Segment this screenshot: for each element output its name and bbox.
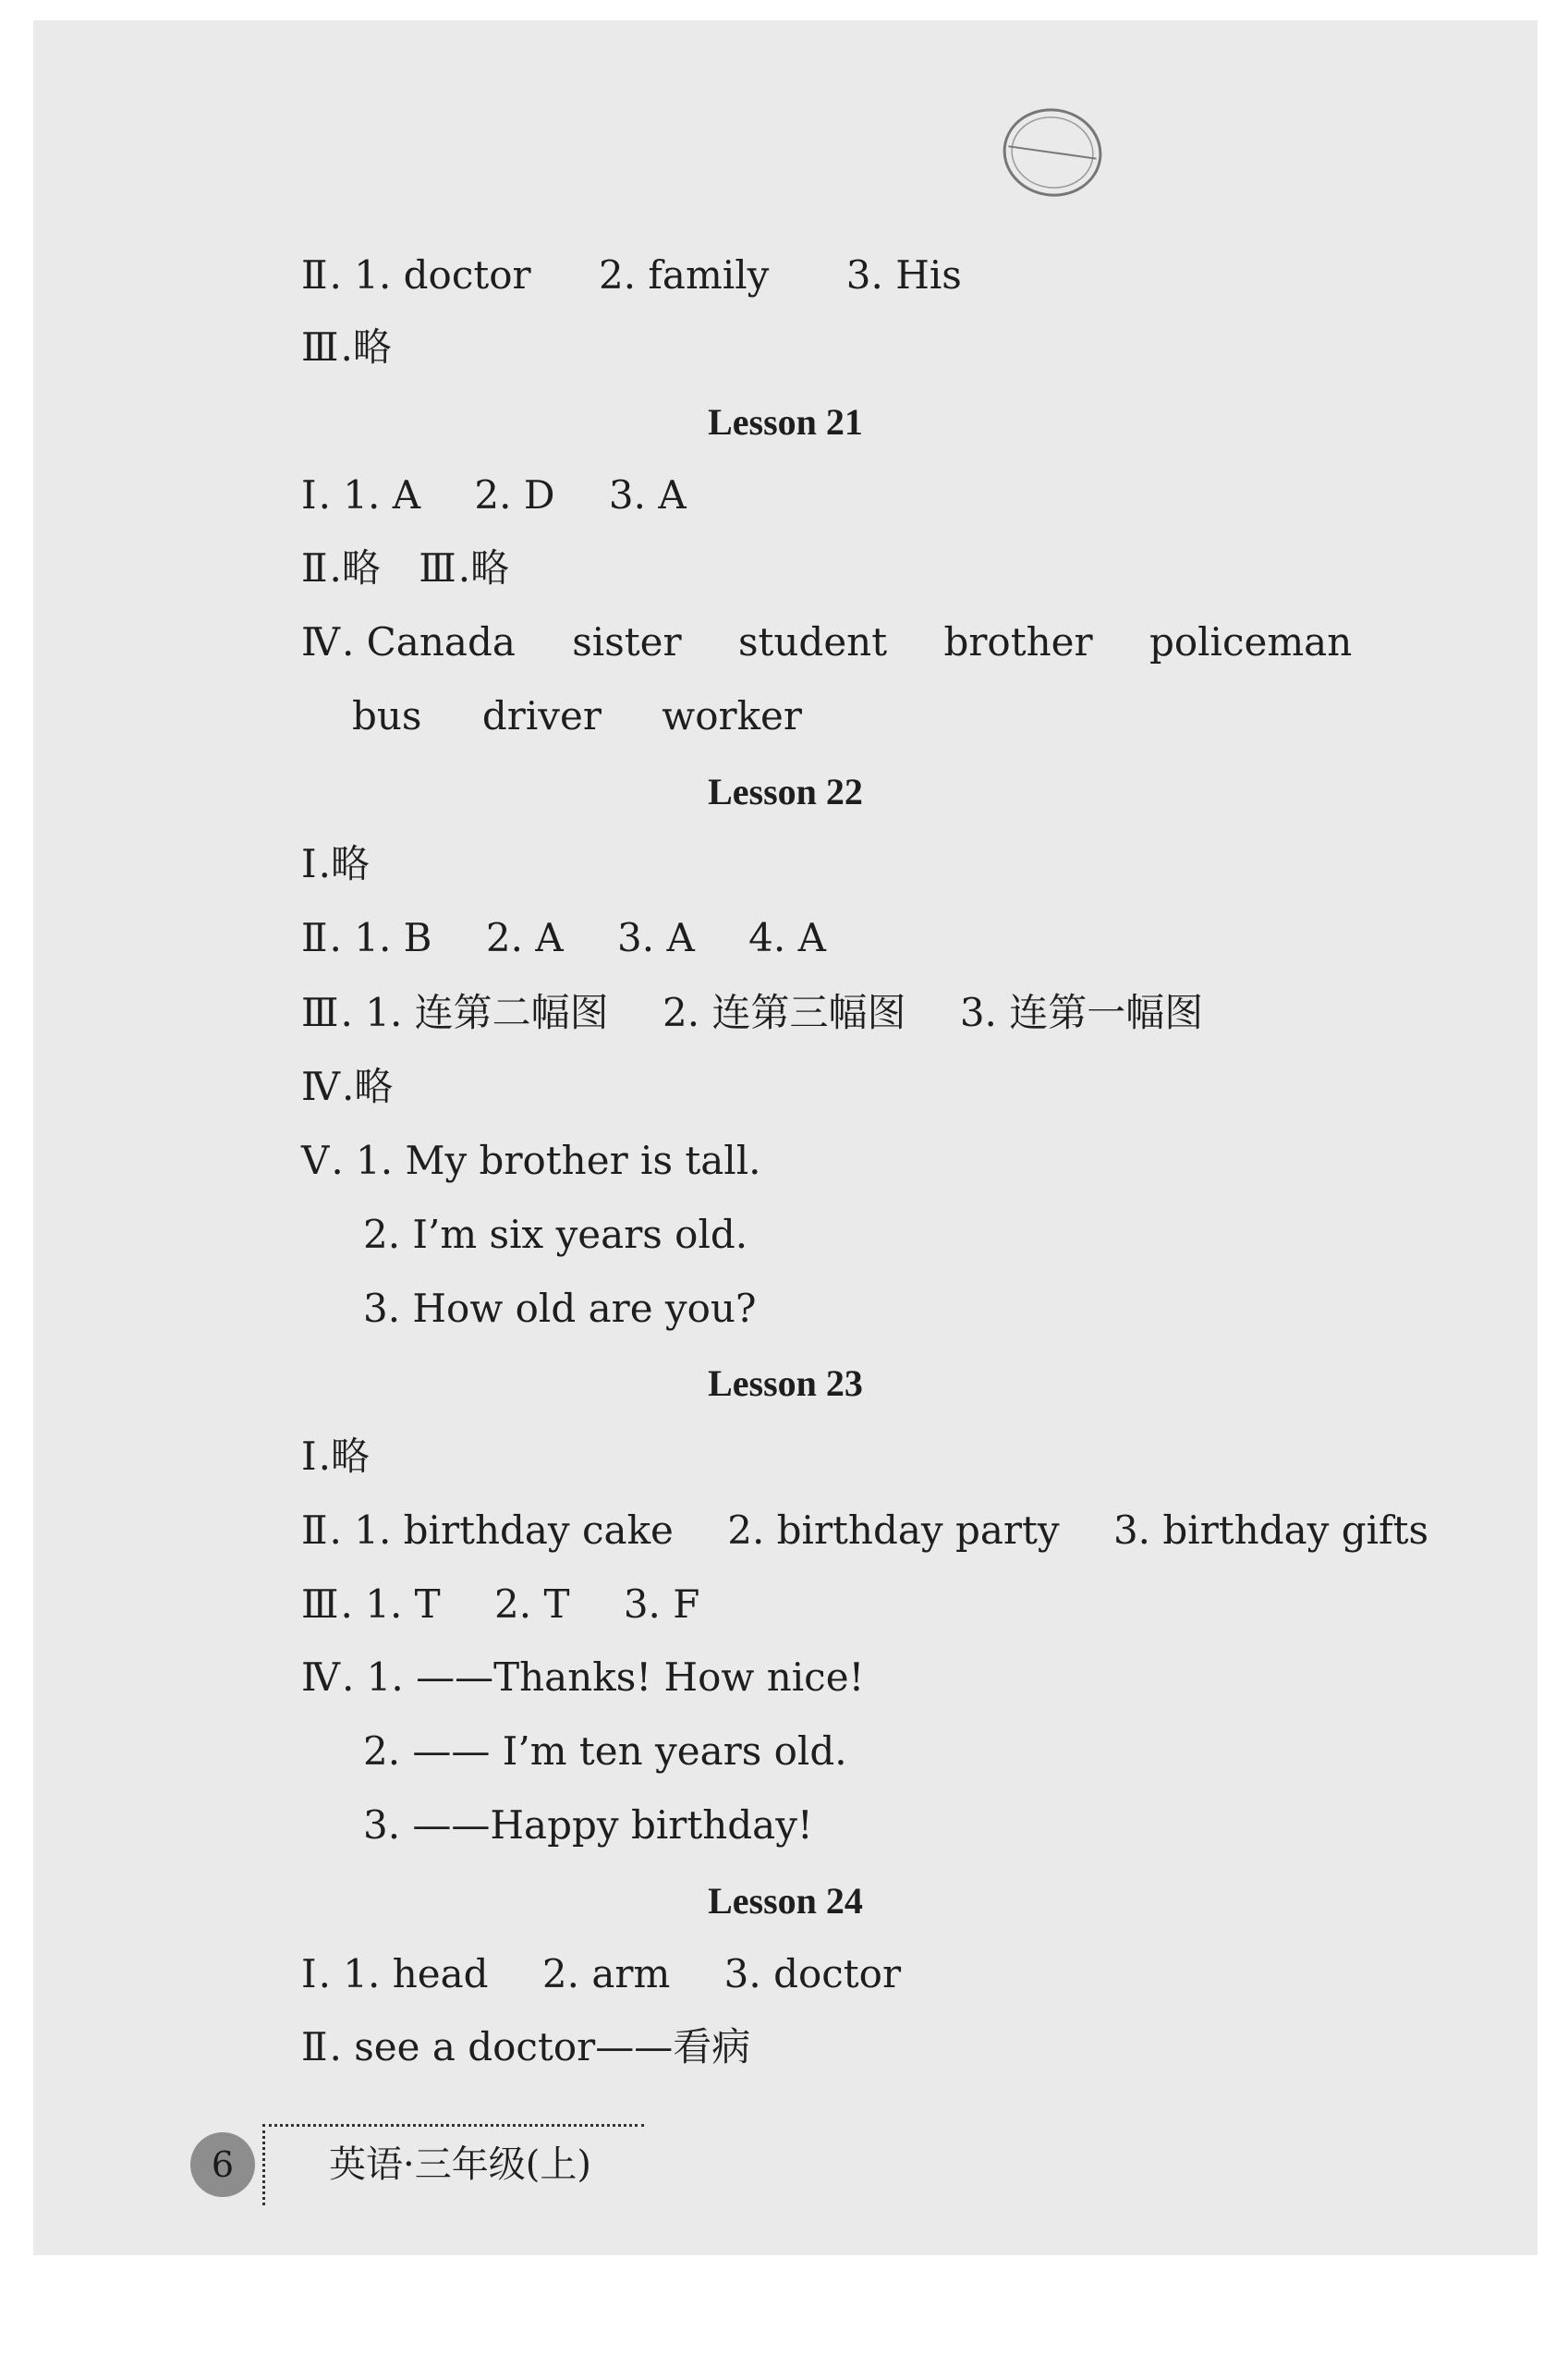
answer-line: 2. —— I’m ten years old. — [363, 1728, 847, 1774]
document-page — [33, 20, 1538, 2255]
answer-line: 3. ——Happy birthday! — [363, 1802, 813, 1848]
answer-line: Ⅲ. 1. 连第二幅图 2. 连第三幅图 3. 连第一幅图 — [301, 990, 1204, 1035]
answer-line: 2. I’m six years old. — [363, 1212, 748, 1257]
lesson-heading: Lesson 24 — [708, 1880, 863, 1922]
answer-line: Ⅱ. 1. B 2. A 3. A 4. A — [301, 915, 826, 960]
page-number: 6 — [190, 2132, 255, 2197]
answer-line: Ⅰ. 1. head 2. arm 3. doctor — [301, 1951, 902, 1996]
answer-line: Ⅲ. 1. T 2. T 3. F — [301, 1581, 700, 1627]
answer-line: Ⅲ.略 — [301, 324, 392, 370]
lesson-heading: Lesson 23 — [708, 1362, 863, 1404]
answer-line: Ⅳ. Canada sister student brother policeman — [301, 619, 1353, 665]
answer-line: Ⅱ. see a doctor——看病 — [301, 2024, 751, 2069]
app-stamp-logo — [990, 90, 1115, 215]
answer-line: Ⅱ.略 Ⅲ.略 — [301, 545, 510, 591]
answer-line: Ⅰ.略 — [301, 841, 370, 886]
answer-line: Ⅴ. 1. My brother is tall. — [301, 1138, 761, 1183]
answer-line: 3. How old are you? — [363, 1286, 757, 1331]
lesson-heading: Lesson 22 — [708, 771, 863, 812]
answer-line: Ⅰ.略 — [301, 1434, 370, 1479]
answer-line: Ⅰ. 1. A 2. D 3. A — [301, 472, 687, 518]
answer-line: Ⅳ. 1. ——Thanks! How nice! — [301, 1654, 865, 1700]
answer-line: bus driver worker — [352, 693, 802, 738]
answer-line: Ⅱ. 1. birthday cake 2. birthday party 3. birthday gifts — [301, 1507, 1428, 1553]
lesson-heading: Lesson 21 — [708, 401, 863, 443]
answer-line: Ⅳ.略 — [301, 1064, 394, 1109]
footer-subject: 英语·三年级(上) — [329, 2143, 591, 2186]
answer-line: Ⅱ. 1. doctor 2. family 3. His — [301, 252, 962, 298]
